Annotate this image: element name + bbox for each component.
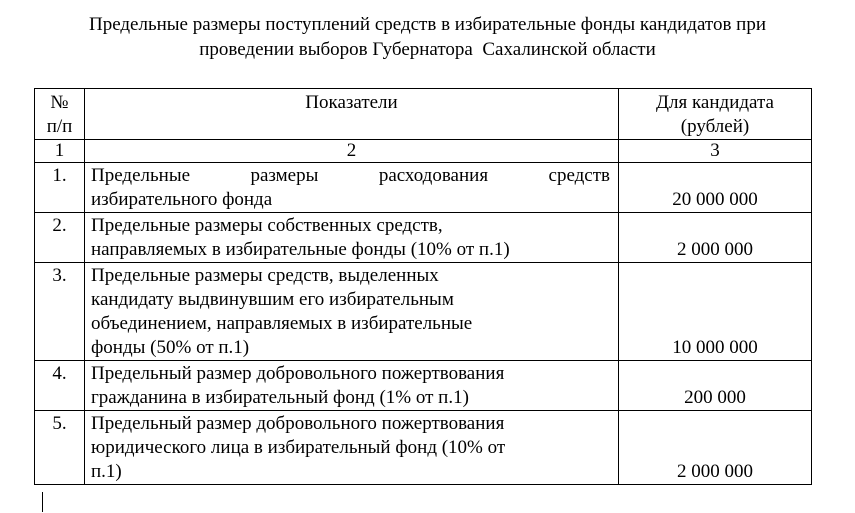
table-row	[35, 361, 812, 411]
header-value-unit: (рублей)	[680, 116, 750, 137]
row-number: 1.	[35, 163, 85, 213]
row-number: 5.	[35, 411, 85, 485]
column-index-1: 1	[35, 140, 85, 163]
document-title	[20, 12, 835, 62]
row-value: 200 000	[619, 361, 812, 411]
row-indicator	[85, 163, 619, 213]
row-value: 2 000 000	[619, 213, 812, 263]
row-number: 3.	[35, 263, 85, 361]
row-value: 10 000 000	[619, 263, 812, 361]
row-indicator-line: Предельные размеры расходования средств	[91, 165, 610, 186]
row-indicator-line: кандидату выдвинувшим его избирательным	[91, 289, 454, 310]
title-line-1: Предельные размеры поступлений средств в избирательные фонды кандидатов при	[88, 14, 767, 35]
row-value: 20 000 000	[619, 163, 812, 213]
row-indicator	[85, 361, 619, 411]
header-indicators-cell	[85, 89, 619, 140]
row-indicator-line: объединением, направляемых в избирательные	[91, 313, 473, 334]
row-indicator	[85, 411, 619, 485]
header-row	[35, 89, 812, 140]
row-indicator-line: Предельные размеры собственных средств,	[91, 215, 443, 236]
header-indicators-label: Показатели	[305, 92, 398, 113]
row-number: 2.	[35, 213, 85, 263]
row-indicator-line: фонды (50% от п.1)	[91, 337, 250, 358]
header-number-pp: п/п	[46, 116, 73, 137]
row-indicator-line: Предельный размер добровольного пожертвования	[91, 363, 505, 384]
column-index-row	[35, 140, 812, 163]
table-row	[35, 411, 812, 485]
contribution-limits-table	[34, 88, 812, 485]
row-indicator-line: юридического лица в избирательный фонд (10% от	[91, 437, 506, 458]
header-number-sign: №	[50, 92, 69, 113]
title-line-2: проведении выборов Губернатора Сахалинской области	[199, 39, 656, 60]
row-indicator-line: гражданина в избирательный фонд (1% от п.1)	[91, 387, 469, 408]
table-row	[35, 213, 812, 263]
row-indicator-line: направляемых в избирательные фонды (10% от п.1)	[91, 239, 510, 260]
row-value: 2 000 000	[619, 411, 812, 485]
table-row	[35, 163, 812, 213]
row-indicator-line: избирательного фонда	[91, 189, 273, 210]
row-indicator	[85, 213, 619, 263]
row-indicator-line: Предельный размер добровольного пожертвования	[91, 413, 505, 434]
row-indicator-line: Предельные размеры средств, выделенных	[91, 265, 439, 286]
column-index-2: 2	[85, 140, 619, 163]
header-value-cell	[619, 89, 812, 140]
row-number: 4.	[35, 361, 85, 411]
row-indicator	[85, 263, 619, 361]
header-value-label: Для кандидата	[656, 92, 774, 113]
text-cursor	[42, 492, 43, 512]
column-index-3: 3	[619, 140, 812, 163]
row-indicator-line: п.1)	[91, 461, 122, 482]
table-row	[35, 263, 812, 361]
header-number-cell	[35, 89, 85, 140]
